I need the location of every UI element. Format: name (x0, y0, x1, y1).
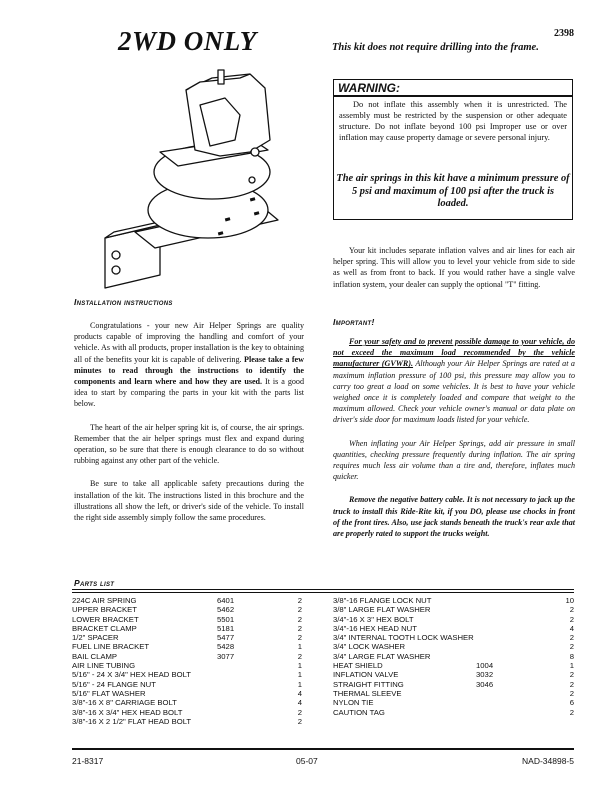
part-qty: 1 (297, 670, 302, 680)
important-block (333, 336, 575, 539)
part-qty: 2 (569, 688, 574, 698)
part-number (476, 633, 549, 642)
part-qty: 1 (569, 661, 574, 671)
part-name: HEAT SHIELD (333, 661, 383, 671)
part-qty: 2 (297, 605, 302, 615)
part-qty: 1 (297, 642, 302, 652)
parts-row (333, 652, 574, 661)
installation-paragraph-3: Be sure to take all applicable safety precautions during the installation of the kit. The instructions listed in this brochure and the illustrations all show the left, or driver's side of the vehicle. To install the right side assembly simply follow the same procedures. (74, 479, 304, 523)
part-qty: 10 (565, 596, 574, 605)
footer-left: 21-8317 (72, 756, 104, 766)
part-number (476, 698, 549, 707)
part-qty: 2 (297, 633, 302, 643)
important-paragraph-2: When inflating your Air Helper Springs, add air pressure in small quantities, checking pressure frequently during inflation. The air spring requires much less air volume than a tire and, therefore, inflates much quicker. (333, 438, 575, 482)
footer-right: NAD-34898-5 (522, 756, 574, 766)
part-number (217, 689, 272, 698)
parts-row (72, 633, 302, 642)
inflation-intro: Your kit includes separate inflation valves and air lines for each air helper spring. This will allow you to level your vehicle from side to side as well as from front to back. If you would rather have a single valve inflation system, your dealer can supply the optional "T" fitting. (333, 246, 575, 289)
part-qty: 4 (297, 698, 302, 708)
part-qty: 2 (569, 707, 574, 717)
part-qty: 2 (569, 642, 574, 652)
part-number: 5462 (217, 605, 235, 615)
part-number (476, 652, 549, 661)
parts-row (72, 680, 302, 689)
part-name: 3/4"-16 HEX HEAD NUT (333, 623, 417, 633)
part-name: STRAIGHT FITTING (333, 679, 404, 689)
part-qty: 6 (569, 698, 574, 708)
part-number: 3077 (217, 651, 235, 661)
installation-block (74, 320, 304, 523)
page-title: 2WD ONLY (118, 26, 257, 56)
parts-row (333, 698, 574, 707)
part-number: 3046 (476, 679, 494, 689)
parts-row (333, 596, 574, 605)
parts-row (333, 708, 574, 717)
part-number: 6401 (217, 596, 235, 605)
part-number (476, 642, 549, 651)
part-number: 3032 (476, 670, 494, 680)
part-number: 5181 (217, 623, 235, 633)
parts-top-rule (72, 589, 574, 590)
parts-table-left (72, 596, 302, 726)
part-name: 3/8"-16 X 3/4" HEX HEAD BOLT (72, 707, 183, 717)
parts-row (333, 689, 574, 698)
important-paragraph-1 (333, 336, 575, 426)
part-name: THERMAL SLEEVE (333, 688, 402, 698)
doc-number: 2398 (554, 28, 574, 39)
part-name: 3/4"-16 X 3" HEX BOLT (333, 614, 414, 624)
part-number (217, 708, 272, 717)
pressure-notice: The air springs in this kit have a minimum pressure of 5 psi and maximum of 100 psi after the truck is loaded. (336, 173, 570, 209)
part-number (217, 717, 272, 726)
read-instructions-text: Please take a few minutes to read through the instructions to identify the components and learn where and how they are used. (74, 354, 304, 387)
part-name: 3/8" LARGE FLAT WASHER (333, 605, 431, 615)
parts-list-heading: Parts list (74, 578, 115, 588)
part-number (476, 605, 549, 614)
part-qty: 1 (297, 661, 302, 671)
parts-row (72, 717, 302, 726)
parts-row (333, 661, 574, 670)
installation-paragraph-1 (74, 320, 304, 410)
part-name: BRACKET CLAMP (72, 623, 137, 633)
installation-heading: Installation instructions (74, 297, 173, 307)
parts-row (72, 615, 302, 624)
part-number (217, 661, 272, 670)
part-number (476, 624, 549, 633)
warning-text: Do not inflate this assembly when it is unrestricted. The assembly must be restricted by the suspension or other adequate structure. Do not inflate beyond 100 psi Improper use or over inflation may cause property damage or severe personal injury. (339, 100, 567, 142)
part-qty: 2 (297, 716, 302, 726)
part-name: 5/16" FLAT WASHER (72, 688, 146, 698)
part-number (476, 689, 549, 698)
intro-text: Congratulations - your new Air Helper Springs are quality products capable of improving the handling and comfort of your vehicle. As with all products, proper installation is the key to obtaining all of the benefits your kit is capable of delivering. (74, 321, 304, 364)
part-name: LOWER BRACKET (72, 614, 139, 624)
part-qty: 2 (569, 679, 574, 689)
part-qty: 4 (297, 688, 302, 698)
footer-date: 05-07 (296, 756, 318, 766)
important-paragraph-3: Remove the negative battery cable. It is not necessary to jack up the truck to install this Ride-Rite kit, if you DO, please use chocks in front of the front tires. Also, use jack stands beneath the truck's rear axle that are properly rated to support the trucks weight. (333, 495, 575, 539)
parts-row (72, 689, 302, 698)
parts-top-rule-2 (72, 592, 574, 593)
parts-row (333, 615, 574, 624)
part-number: 5428 (217, 642, 235, 652)
part-number (476, 708, 549, 717)
parts-row (72, 624, 302, 633)
parts-row (72, 708, 302, 717)
part-name: NYLON TIE (333, 698, 374, 708)
part-number (217, 670, 272, 679)
part-name: 1/2" SPACER (72, 633, 119, 643)
part-qty: 2 (297, 651, 302, 661)
parts-row (72, 596, 302, 605)
parts-row (333, 624, 574, 633)
part-number: 1004 (476, 661, 494, 671)
parts-row (72, 652, 302, 661)
part-qty: 2 (297, 614, 302, 624)
part-qty: 8 (569, 651, 574, 661)
parts-table-right (333, 596, 574, 717)
footer-rule (72, 748, 574, 750)
parts-row (72, 670, 302, 679)
part-name: 3/8"-16 FLANGE LOCK NUT (333, 596, 432, 605)
part-number: 5501 (217, 614, 235, 624)
part-name: 5/16" - 24 FLANGE NUT (72, 679, 156, 689)
parts-row (333, 605, 574, 614)
part-name: CAUTION TAG (333, 707, 385, 717)
part-qty: 4 (569, 623, 574, 633)
part-name: 3/4" INTERNAL TOOTH LOCK WASHER (333, 633, 474, 643)
part-name: AIR LINE TUBING (72, 661, 136, 671)
part-qty: 2 (569, 614, 574, 624)
air-spring-assembly-illustration (100, 60, 300, 290)
part-name: 3/4" LOCK WASHER (333, 642, 406, 652)
subtitle: This kit does not require drilling into the frame. (332, 42, 539, 53)
part-qty: 2 (297, 596, 302, 605)
part-qty: 2 (569, 605, 574, 615)
parts-row (72, 698, 302, 707)
part-number (476, 615, 549, 624)
part-name: FUEL LINE BRACKET (72, 642, 150, 652)
part-number: 5477 (217, 633, 235, 643)
parts-row (333, 642, 574, 651)
parts-row (72, 642, 302, 651)
installation-paragraph-2: The heart of the air helper spring kit is, of course, the air springs. Remember that the air helper springs must flex and expand during operation, so be sure that there is enough clearance to do so without rubbing against any other part of the vehicle. (74, 422, 304, 466)
part-name: UPPER BRACKET (72, 605, 137, 615)
compare-parts-text: It is a good idea to start by comparing the parts in your kit with the parts list below. (74, 377, 305, 409)
part-name: 224C AIR SPRING (72, 596, 137, 605)
part-qty: 2 (297, 707, 302, 717)
part-name: BAIL CLAMP (72, 651, 118, 661)
part-qty: 2 (297, 623, 302, 633)
gvwr-warning: For your safety and to prevent possible damage to your vehicle, do not exceed the maximum load recommended by the vehicle manufacturer (GVWR). (333, 337, 575, 369)
part-name: 3/8"-16 X 8" CARRIAGE BOLT (72, 698, 177, 708)
part-number (217, 698, 272, 707)
parts-row (333, 680, 574, 689)
parts-row (72, 661, 302, 670)
part-qty: 2 (569, 670, 574, 680)
warning-heading: WARNING: (338, 81, 400, 95)
warning-divider (334, 95, 572, 97)
parts-row (333, 670, 574, 679)
parts-row (333, 633, 574, 642)
part-name: INFLATION VALVE (333, 670, 399, 680)
part-number (476, 596, 549, 605)
rating-text: Although your Air Helper Springs are rated at a maximum inflation pressure of 100 psi, this pressure may allow you to carry too great a load on some vehicles. It is best to have your vehicle weighed once it is completely loaded and compare that weight to the maximum allowed. Check your vehicle owner's manual or data plate on driver's side door for maximum loads listed for your vehicle. (333, 359, 575, 425)
important-heading: Important! (333, 317, 375, 327)
parts-row (72, 605, 302, 614)
part-name: 5/16" - 24 X 3/4" HEX HEAD BOLT (72, 670, 191, 680)
part-qty: 2 (569, 633, 574, 643)
part-name: 3/8"-16 X 2 1/2" FLAT HEAD BOLT (72, 716, 192, 726)
part-number (217, 680, 272, 689)
part-name: 3/4" LARGE FLAT WASHER (333, 651, 431, 661)
part-qty: 1 (297, 679, 302, 689)
inflation-intro-block (333, 245, 575, 290)
